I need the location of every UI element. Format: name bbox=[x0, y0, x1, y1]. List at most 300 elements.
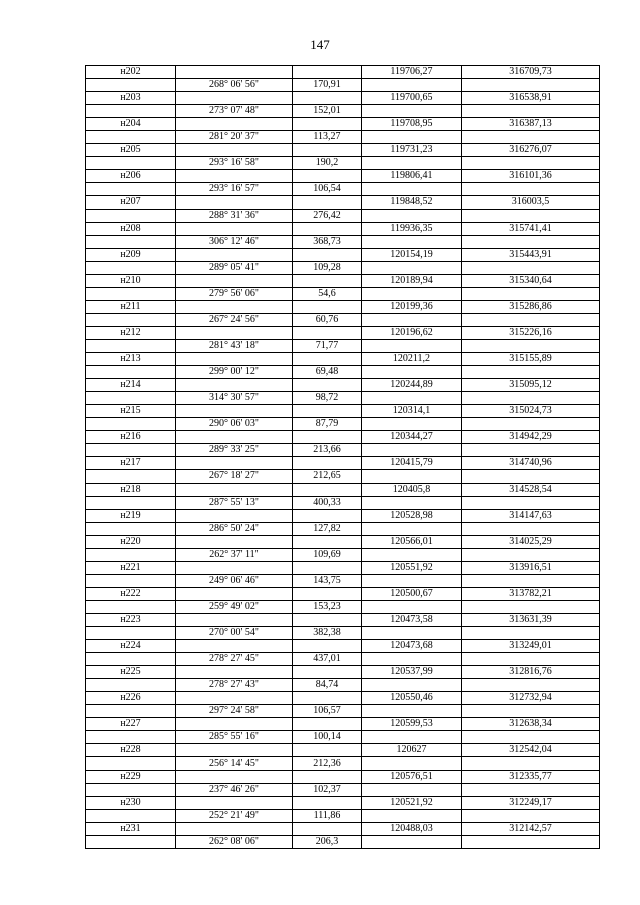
angle-cell bbox=[176, 535, 293, 548]
x-coordinate-cell: 119936,35 bbox=[362, 222, 462, 235]
y-coordinate-cell bbox=[462, 757, 600, 770]
x-coordinate-cell: 120244,89 bbox=[362, 379, 462, 392]
y-coordinate-cell: 312335,77 bbox=[462, 770, 600, 783]
segment-row bbox=[86, 835, 600, 848]
point-row bbox=[86, 144, 600, 157]
angle-cell bbox=[176, 692, 293, 705]
y-coordinate-cell: 316003,5 bbox=[462, 196, 600, 209]
point-name-cell bbox=[86, 418, 176, 431]
y-coordinate-cell bbox=[462, 105, 600, 118]
angle-cell bbox=[176, 300, 293, 313]
distance-cell: 106,54 bbox=[293, 183, 362, 196]
distance-cell: 102,37 bbox=[293, 783, 362, 796]
segment-row bbox=[86, 522, 600, 535]
x-coordinate-cell bbox=[362, 105, 462, 118]
distance-cell bbox=[293, 457, 362, 470]
y-coordinate-cell: 314528,54 bbox=[462, 483, 600, 496]
point-name-cell bbox=[86, 835, 176, 848]
angle-cell bbox=[176, 431, 293, 444]
point-name-cell: н213 bbox=[86, 353, 176, 366]
point-row bbox=[86, 640, 600, 653]
point-row bbox=[86, 561, 600, 574]
point-name-cell: н204 bbox=[86, 118, 176, 131]
angle-cell bbox=[176, 326, 293, 339]
y-coordinate-cell bbox=[462, 653, 600, 666]
point-name-cell: н229 bbox=[86, 770, 176, 783]
point-name-cell: н218 bbox=[86, 483, 176, 496]
point-name-cell: н219 bbox=[86, 509, 176, 522]
point-name-cell bbox=[86, 809, 176, 822]
x-coordinate-cell: 120415,79 bbox=[362, 457, 462, 470]
point-name-cell bbox=[86, 496, 176, 509]
y-coordinate-cell bbox=[462, 392, 600, 405]
y-coordinate-cell: 313782,21 bbox=[462, 587, 600, 600]
x-coordinate-cell: 120154,19 bbox=[362, 248, 462, 261]
angle-cell: 262° 08' 06" bbox=[176, 835, 293, 848]
point-name-cell bbox=[86, 548, 176, 561]
point-name-cell: н203 bbox=[86, 92, 176, 105]
x-coordinate-cell bbox=[362, 261, 462, 274]
distance-cell bbox=[293, 144, 362, 157]
segment-row bbox=[86, 392, 600, 405]
x-coordinate-cell bbox=[362, 366, 462, 379]
y-coordinate-cell: 314025,29 bbox=[462, 535, 600, 548]
point-name-cell bbox=[86, 157, 176, 170]
x-coordinate-cell: 120528,98 bbox=[362, 509, 462, 522]
segment-row bbox=[86, 79, 600, 92]
y-coordinate-cell: 312249,17 bbox=[462, 796, 600, 809]
angle-cell bbox=[176, 587, 293, 600]
x-coordinate-cell: 120196,62 bbox=[362, 326, 462, 339]
point-name-cell: н214 bbox=[86, 379, 176, 392]
segment-row bbox=[86, 600, 600, 613]
point-name-cell bbox=[86, 105, 176, 118]
point-name-cell bbox=[86, 392, 176, 405]
distance-cell bbox=[293, 170, 362, 183]
angle-cell bbox=[176, 822, 293, 835]
x-coordinate-cell: 120566,01 bbox=[362, 535, 462, 548]
point-name-cell bbox=[86, 522, 176, 535]
point-name-cell bbox=[86, 705, 176, 718]
y-coordinate-cell bbox=[462, 444, 600, 457]
angle-cell: 262° 37' 11" bbox=[176, 548, 293, 561]
y-coordinate-cell: 315155,89 bbox=[462, 353, 600, 366]
point-name-cell: н207 bbox=[86, 196, 176, 209]
y-coordinate-cell bbox=[462, 339, 600, 352]
x-coordinate-cell: 120627 bbox=[362, 744, 462, 757]
y-coordinate-cell: 316276,07 bbox=[462, 144, 600, 157]
angle-cell: 267° 18' 27" bbox=[176, 470, 293, 483]
distance-cell bbox=[293, 353, 362, 366]
point-row bbox=[86, 405, 600, 418]
distance-cell: 98,72 bbox=[293, 392, 362, 405]
distance-cell bbox=[293, 822, 362, 835]
x-coordinate-cell: 120314,1 bbox=[362, 405, 462, 418]
point-name-cell: н215 bbox=[86, 405, 176, 418]
x-coordinate-cell bbox=[362, 209, 462, 222]
angle-cell bbox=[176, 222, 293, 235]
distance-cell bbox=[293, 744, 362, 757]
x-coordinate-cell: 119706,27 bbox=[362, 66, 462, 79]
point-name-cell bbox=[86, 574, 176, 587]
distance-cell bbox=[293, 326, 362, 339]
angle-cell bbox=[176, 66, 293, 79]
angle-cell bbox=[176, 509, 293, 522]
point-name-cell: н208 bbox=[86, 222, 176, 235]
point-name-cell bbox=[86, 757, 176, 770]
segment-row bbox=[86, 418, 600, 431]
y-coordinate-cell: 315443,91 bbox=[462, 248, 600, 261]
distance-cell bbox=[293, 718, 362, 731]
distance-cell bbox=[293, 431, 362, 444]
segment-row bbox=[86, 313, 600, 326]
segment-row bbox=[86, 757, 600, 770]
y-coordinate-cell: 315741,41 bbox=[462, 222, 600, 235]
x-coordinate-cell: 120537,99 bbox=[362, 666, 462, 679]
point-row bbox=[86, 326, 600, 339]
point-row bbox=[86, 92, 600, 105]
x-coordinate-cell bbox=[362, 444, 462, 457]
point-name-cell bbox=[86, 783, 176, 796]
angle-cell: 249° 06' 46" bbox=[176, 574, 293, 587]
angle-cell: 278° 27' 43" bbox=[176, 679, 293, 692]
point-name-cell bbox=[86, 470, 176, 483]
y-coordinate-cell: 313916,51 bbox=[462, 561, 600, 574]
angle-cell: 297° 24' 58" bbox=[176, 705, 293, 718]
x-coordinate-cell: 119708,95 bbox=[362, 118, 462, 131]
x-coordinate-cell bbox=[362, 287, 462, 300]
y-coordinate-cell: 315226,16 bbox=[462, 326, 600, 339]
x-coordinate-cell: 120488,03 bbox=[362, 822, 462, 835]
y-coordinate-cell bbox=[462, 287, 600, 300]
y-coordinate-cell bbox=[462, 209, 600, 222]
x-coordinate-cell: 120500,67 bbox=[362, 587, 462, 600]
angle-cell: 306° 12' 46" bbox=[176, 235, 293, 248]
page-number: 147 bbox=[310, 37, 330, 52]
x-coordinate-cell bbox=[362, 522, 462, 535]
x-coordinate-cell bbox=[362, 496, 462, 509]
point-name-cell bbox=[86, 653, 176, 666]
point-name-cell: н228 bbox=[86, 744, 176, 757]
point-name-cell: н216 bbox=[86, 431, 176, 444]
angle-cell bbox=[176, 144, 293, 157]
x-coordinate-cell bbox=[362, 809, 462, 822]
point-name-cell: н224 bbox=[86, 640, 176, 653]
x-coordinate-cell bbox=[362, 627, 462, 640]
x-coordinate-cell bbox=[362, 392, 462, 405]
point-row bbox=[86, 796, 600, 809]
angle-cell bbox=[176, 170, 293, 183]
y-coordinate-cell: 312142,57 bbox=[462, 822, 600, 835]
segment-row bbox=[86, 235, 600, 248]
x-coordinate-cell: 120211,2 bbox=[362, 353, 462, 366]
angle-cell bbox=[176, 666, 293, 679]
distance-cell: 84,74 bbox=[293, 679, 362, 692]
segment-row bbox=[86, 444, 600, 457]
distance-cell: 212,65 bbox=[293, 470, 362, 483]
angle-cell bbox=[176, 457, 293, 470]
point-name-cell: н231 bbox=[86, 822, 176, 835]
x-coordinate-cell bbox=[362, 131, 462, 144]
distance-cell bbox=[293, 587, 362, 600]
x-coordinate-cell: 119700,65 bbox=[362, 92, 462, 105]
point-name-cell: н212 bbox=[86, 326, 176, 339]
distance-cell bbox=[293, 613, 362, 626]
angle-cell: 273° 07' 48" bbox=[176, 105, 293, 118]
angle-cell: 299° 00' 12" bbox=[176, 366, 293, 379]
x-coordinate-cell: 119806,41 bbox=[362, 170, 462, 183]
point-row bbox=[86, 118, 600, 131]
distance-cell: 143,75 bbox=[293, 574, 362, 587]
y-coordinate-cell bbox=[462, 522, 600, 535]
point-name-cell: н205 bbox=[86, 144, 176, 157]
x-coordinate-cell bbox=[362, 705, 462, 718]
distance-cell bbox=[293, 509, 362, 522]
distance-cell bbox=[293, 666, 362, 679]
angle-cell: 289° 05' 41" bbox=[176, 261, 293, 274]
point-row bbox=[86, 718, 600, 731]
distance-cell: 71,77 bbox=[293, 339, 362, 352]
distance-cell: 60,76 bbox=[293, 313, 362, 326]
angle-cell: 279° 56' 06" bbox=[176, 287, 293, 300]
x-coordinate-cell: 120189,94 bbox=[362, 274, 462, 287]
point-name-cell bbox=[86, 183, 176, 196]
point-name-cell: н211 bbox=[86, 300, 176, 313]
distance-cell bbox=[293, 796, 362, 809]
point-name-cell: н227 bbox=[86, 718, 176, 731]
angle-cell: 281° 43' 18" bbox=[176, 339, 293, 352]
point-row bbox=[86, 483, 600, 496]
distance-cell: 437,01 bbox=[293, 653, 362, 666]
segment-row bbox=[86, 209, 600, 222]
point-row bbox=[86, 666, 600, 679]
point-name-cell: н221 bbox=[86, 561, 176, 574]
segment-row bbox=[86, 105, 600, 118]
point-name-cell: н226 bbox=[86, 692, 176, 705]
distance-cell bbox=[293, 92, 362, 105]
angle-cell: 270° 00' 54" bbox=[176, 627, 293, 640]
distance-cell: 100,14 bbox=[293, 731, 362, 744]
point-name-cell bbox=[86, 313, 176, 326]
point-row bbox=[86, 248, 600, 261]
distance-cell bbox=[293, 248, 362, 261]
angle-cell: 268° 06' 56" bbox=[176, 79, 293, 92]
coordinates-table bbox=[85, 65, 600, 849]
segment-row bbox=[86, 574, 600, 587]
point-name-cell bbox=[86, 731, 176, 744]
point-name-cell bbox=[86, 261, 176, 274]
distance-cell: 212,36 bbox=[293, 757, 362, 770]
angle-cell: 290° 06' 03" bbox=[176, 418, 293, 431]
angle-cell: 285° 55' 16" bbox=[176, 731, 293, 744]
y-coordinate-cell: 312732,94 bbox=[462, 692, 600, 705]
angle-cell: 281° 20' 37" bbox=[176, 131, 293, 144]
distance-cell: 400,33 bbox=[293, 496, 362, 509]
angle-cell: 287° 55' 13" bbox=[176, 496, 293, 509]
point-name-cell: н206 bbox=[86, 170, 176, 183]
point-row bbox=[86, 692, 600, 705]
angle-cell bbox=[176, 248, 293, 261]
point-name-cell bbox=[86, 131, 176, 144]
segment-row bbox=[86, 366, 600, 379]
y-coordinate-cell: 315024,73 bbox=[462, 405, 600, 418]
point-row bbox=[86, 222, 600, 235]
segment-row bbox=[86, 157, 600, 170]
segment-row bbox=[86, 287, 600, 300]
distance-cell bbox=[293, 535, 362, 548]
point-name-cell: н217 bbox=[86, 457, 176, 470]
distance-cell bbox=[293, 640, 362, 653]
segment-row bbox=[86, 809, 600, 822]
distance-cell bbox=[293, 379, 362, 392]
y-coordinate-cell bbox=[462, 731, 600, 744]
distance-cell bbox=[293, 300, 362, 313]
angle-cell bbox=[176, 274, 293, 287]
angle-cell bbox=[176, 92, 293, 105]
x-coordinate-cell: 120550,46 bbox=[362, 692, 462, 705]
point-name-cell bbox=[86, 600, 176, 613]
y-coordinate-cell: 313631,39 bbox=[462, 613, 600, 626]
angle-cell bbox=[176, 613, 293, 626]
y-coordinate-cell bbox=[462, 783, 600, 796]
segment-row bbox=[86, 627, 600, 640]
y-coordinate-cell bbox=[462, 366, 600, 379]
angle-cell: 286° 50' 24" bbox=[176, 522, 293, 535]
point-row bbox=[86, 379, 600, 392]
distance-cell: 87,79 bbox=[293, 418, 362, 431]
angle-cell bbox=[176, 379, 293, 392]
distance-cell: 153,23 bbox=[293, 600, 362, 613]
segment-row bbox=[86, 131, 600, 144]
segment-row bbox=[86, 548, 600, 561]
point-name-cell: н210 bbox=[86, 274, 176, 287]
y-coordinate-cell bbox=[462, 157, 600, 170]
angle-cell: 237° 46' 26" bbox=[176, 783, 293, 796]
point-row bbox=[86, 300, 600, 313]
point-row bbox=[86, 66, 600, 79]
x-coordinate-cell bbox=[362, 757, 462, 770]
angle-cell bbox=[176, 405, 293, 418]
point-name-cell: н223 bbox=[86, 613, 176, 626]
distance-cell: 111,86 bbox=[293, 809, 362, 822]
angle-cell bbox=[176, 640, 293, 653]
y-coordinate-cell bbox=[462, 809, 600, 822]
angle-cell: 256° 14' 45" bbox=[176, 757, 293, 770]
x-coordinate-cell bbox=[362, 470, 462, 483]
x-coordinate-cell: 120344,27 bbox=[362, 431, 462, 444]
segment-row bbox=[86, 261, 600, 274]
x-coordinate-cell bbox=[362, 574, 462, 587]
y-coordinate-cell: 312638,34 bbox=[462, 718, 600, 731]
segment-row bbox=[86, 653, 600, 666]
angle-cell: 259° 49' 02" bbox=[176, 600, 293, 613]
segment-row bbox=[86, 783, 600, 796]
angle-cell bbox=[176, 483, 293, 496]
y-coordinate-cell bbox=[462, 261, 600, 274]
angle-cell: 252° 21' 49" bbox=[176, 809, 293, 822]
angle-cell bbox=[176, 118, 293, 131]
point-name-cell bbox=[86, 235, 176, 248]
angle-cell bbox=[176, 796, 293, 809]
y-coordinate-cell bbox=[462, 548, 600, 561]
x-coordinate-cell: 120521,92 bbox=[362, 796, 462, 809]
y-coordinate-cell: 315340,64 bbox=[462, 274, 600, 287]
x-coordinate-cell: 120551,92 bbox=[362, 561, 462, 574]
point-name-cell: н225 bbox=[86, 666, 176, 679]
segment-row bbox=[86, 496, 600, 509]
y-coordinate-cell: 316101,36 bbox=[462, 170, 600, 183]
segment-row bbox=[86, 705, 600, 718]
y-coordinate-cell bbox=[462, 705, 600, 718]
distance-cell: 113,27 bbox=[293, 131, 362, 144]
distance-cell: 109,69 bbox=[293, 548, 362, 561]
x-coordinate-cell bbox=[362, 339, 462, 352]
point-name-cell bbox=[86, 339, 176, 352]
x-coordinate-cell bbox=[362, 157, 462, 170]
point-row bbox=[86, 431, 600, 444]
angle-cell: 278° 27' 45" bbox=[176, 653, 293, 666]
angle-cell bbox=[176, 353, 293, 366]
x-coordinate-cell bbox=[362, 679, 462, 692]
distance-cell: 213,66 bbox=[293, 444, 362, 457]
x-coordinate-cell bbox=[362, 731, 462, 744]
x-coordinate-cell: 119848,52 bbox=[362, 196, 462, 209]
x-coordinate-cell bbox=[362, 783, 462, 796]
x-coordinate-cell bbox=[362, 418, 462, 431]
point-name-cell bbox=[86, 679, 176, 692]
y-coordinate-cell bbox=[462, 313, 600, 326]
point-name-cell bbox=[86, 627, 176, 640]
point-row bbox=[86, 274, 600, 287]
distance-cell: 382,38 bbox=[293, 627, 362, 640]
y-coordinate-cell bbox=[462, 600, 600, 613]
point-row bbox=[86, 457, 600, 470]
distance-cell: 276,42 bbox=[293, 209, 362, 222]
point-name-cell: н209 bbox=[86, 248, 176, 261]
segment-row bbox=[86, 679, 600, 692]
y-coordinate-cell: 316538,91 bbox=[462, 92, 600, 105]
y-coordinate-cell bbox=[462, 470, 600, 483]
x-coordinate-cell bbox=[362, 183, 462, 196]
y-coordinate-cell bbox=[462, 79, 600, 92]
distance-cell: 106,57 bbox=[293, 705, 362, 718]
x-coordinate-cell bbox=[362, 79, 462, 92]
x-coordinate-cell: 120405,8 bbox=[362, 483, 462, 496]
y-coordinate-cell: 312542,04 bbox=[462, 744, 600, 757]
coordinates-table-body bbox=[86, 66, 600, 849]
distance-cell bbox=[293, 66, 362, 79]
point-name-cell bbox=[86, 366, 176, 379]
angle-cell: 267° 24' 56" bbox=[176, 313, 293, 326]
distance-cell: 206,3 bbox=[293, 835, 362, 848]
point-row bbox=[86, 509, 600, 522]
angle-cell bbox=[176, 561, 293, 574]
point-row bbox=[86, 170, 600, 183]
x-coordinate-cell: 119731,23 bbox=[362, 144, 462, 157]
point-row bbox=[86, 353, 600, 366]
distance-cell bbox=[293, 692, 362, 705]
segment-row bbox=[86, 183, 600, 196]
point-row bbox=[86, 744, 600, 757]
y-coordinate-cell: 314942,29 bbox=[462, 431, 600, 444]
distance-cell: 190,2 bbox=[293, 157, 362, 170]
distance-cell bbox=[293, 274, 362, 287]
point-row bbox=[86, 587, 600, 600]
angle-cell: 293° 16' 58" bbox=[176, 157, 293, 170]
x-coordinate-cell: 120473,58 bbox=[362, 613, 462, 626]
angle-cell: 314° 30' 57" bbox=[176, 392, 293, 405]
point-row bbox=[86, 535, 600, 548]
